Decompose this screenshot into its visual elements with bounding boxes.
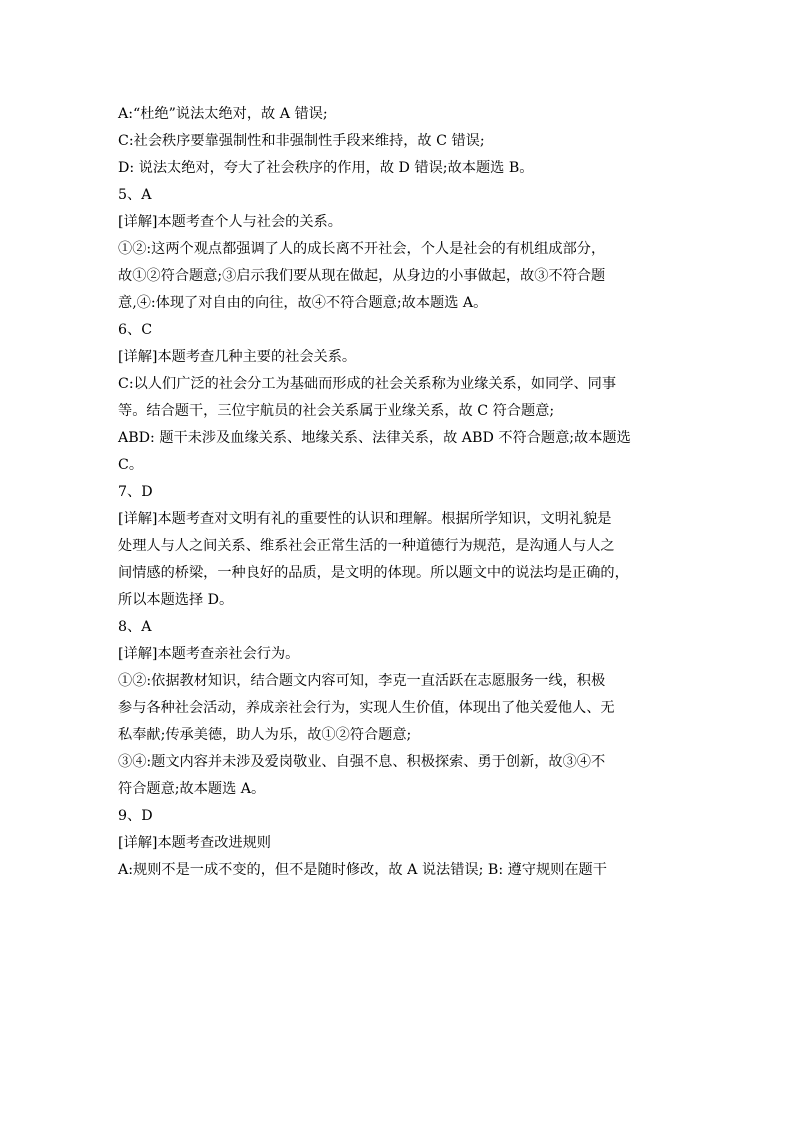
explanation-5-topic: [详解]本题考查个人与社会的关系。 (118, 214, 342, 230)
explanation-6-line-4: C。 (118, 457, 144, 473)
explanation-7-line-1: [详解]本题考查对文明有礼的重要性的认识和理解。根据所学知识，文明礼貌是 (118, 511, 612, 527)
explanation-5-line-3: 意,④:体现了对自由的向往，故④不符合题意;故本题选 A。 (118, 295, 488, 311)
answer-heading-6: 6、C (118, 322, 153, 338)
explanation-8-line-2: 参与各种社会活动，养成亲社会行为，实现人生价值，体现出了他关爱他人、无 (118, 700, 615, 716)
explanation-6-line-1: C:以人们广泛的社会分工为基础而形成的社会关系称为业缘关系，如同学、同事 (118, 376, 617, 392)
text-line-option-d: D: 说法太绝对，夸大了社会秩序的作用，故 D 错误;故本题选 B。 (118, 160, 534, 176)
explanation-5-line-2: 故①②符合题意;③启示我们要从现在做起，从身边的小事做起，故③不符合题 (118, 268, 606, 284)
explanation-8-topic: [详解]本题考查亲社会行为。 (118, 646, 300, 662)
explanation-6-line-3: ABD: 题干未涉及血缘关系、地缘关系、法律关系，故 ABD 不符合题意;故本题选 (118, 430, 631, 446)
explanation-8-line-3: 私奉献;传承美德，助人为乐，故①②符合题意; (118, 727, 412, 743)
explanation-7-line-3: 间情感的桥梁，一种良好的品质，是文明的体现。所以题文中的说法均是正确的， (118, 565, 629, 581)
explanation-7-line-2: 处理人与人之间关系、维系社会正常生活的一种道德行为规范，是沟通人与人之 (118, 538, 615, 554)
answer-heading-5: 5、A (118, 187, 152, 203)
text-line-option-c: C:社会秩序要靠强制性和非强制性手段来维持，故 C 错误; (118, 133, 485, 149)
answer-heading-9: 9、D (118, 808, 153, 824)
explanation-6-line-2: 等。结合题干，三位宇航员的社会关系属于业缘关系，故 C 符合题意; (118, 403, 555, 419)
explanation-8-line-1: ①②:依据教材知识，结合题文内容可知，李克一直活跃在志愿服务一线，积极 (118, 673, 606, 689)
explanation-7-line-4: 所以本题选择 D。 (118, 592, 234, 608)
explanation-6-topic: [详解]本题考查几种主要的社会关系。 (118, 349, 357, 365)
text-line-option-a: A:“杜绝”说法太绝对，故 A 错误; (118, 106, 328, 122)
explanation-9-topic: [详解]本题考查改进规则 (118, 835, 271, 851)
explanation-8-line-5: 符合题意;故本题选 A。 (118, 781, 266, 797)
answer-heading-7: 7、D (118, 484, 153, 500)
explanation-8-line-4: ③④:题文内容并未涉及爱岗敬业、自强不息、积极探索、勇于创新，故③④不 (118, 754, 606, 770)
explanation-5-line-1: ①②:这两个观点都强调了人的成长离不开社会，个人是社会的有机组成部分， (118, 241, 606, 257)
answer-explanation-text (118, 101, 678, 884)
explanation-9-line-1: A:规则不是一成不变的，但不是随时修改，故 A 说法错误; B: 遵守规则在题干 (118, 862, 607, 878)
answer-heading-8: 8、A (118, 619, 152, 635)
